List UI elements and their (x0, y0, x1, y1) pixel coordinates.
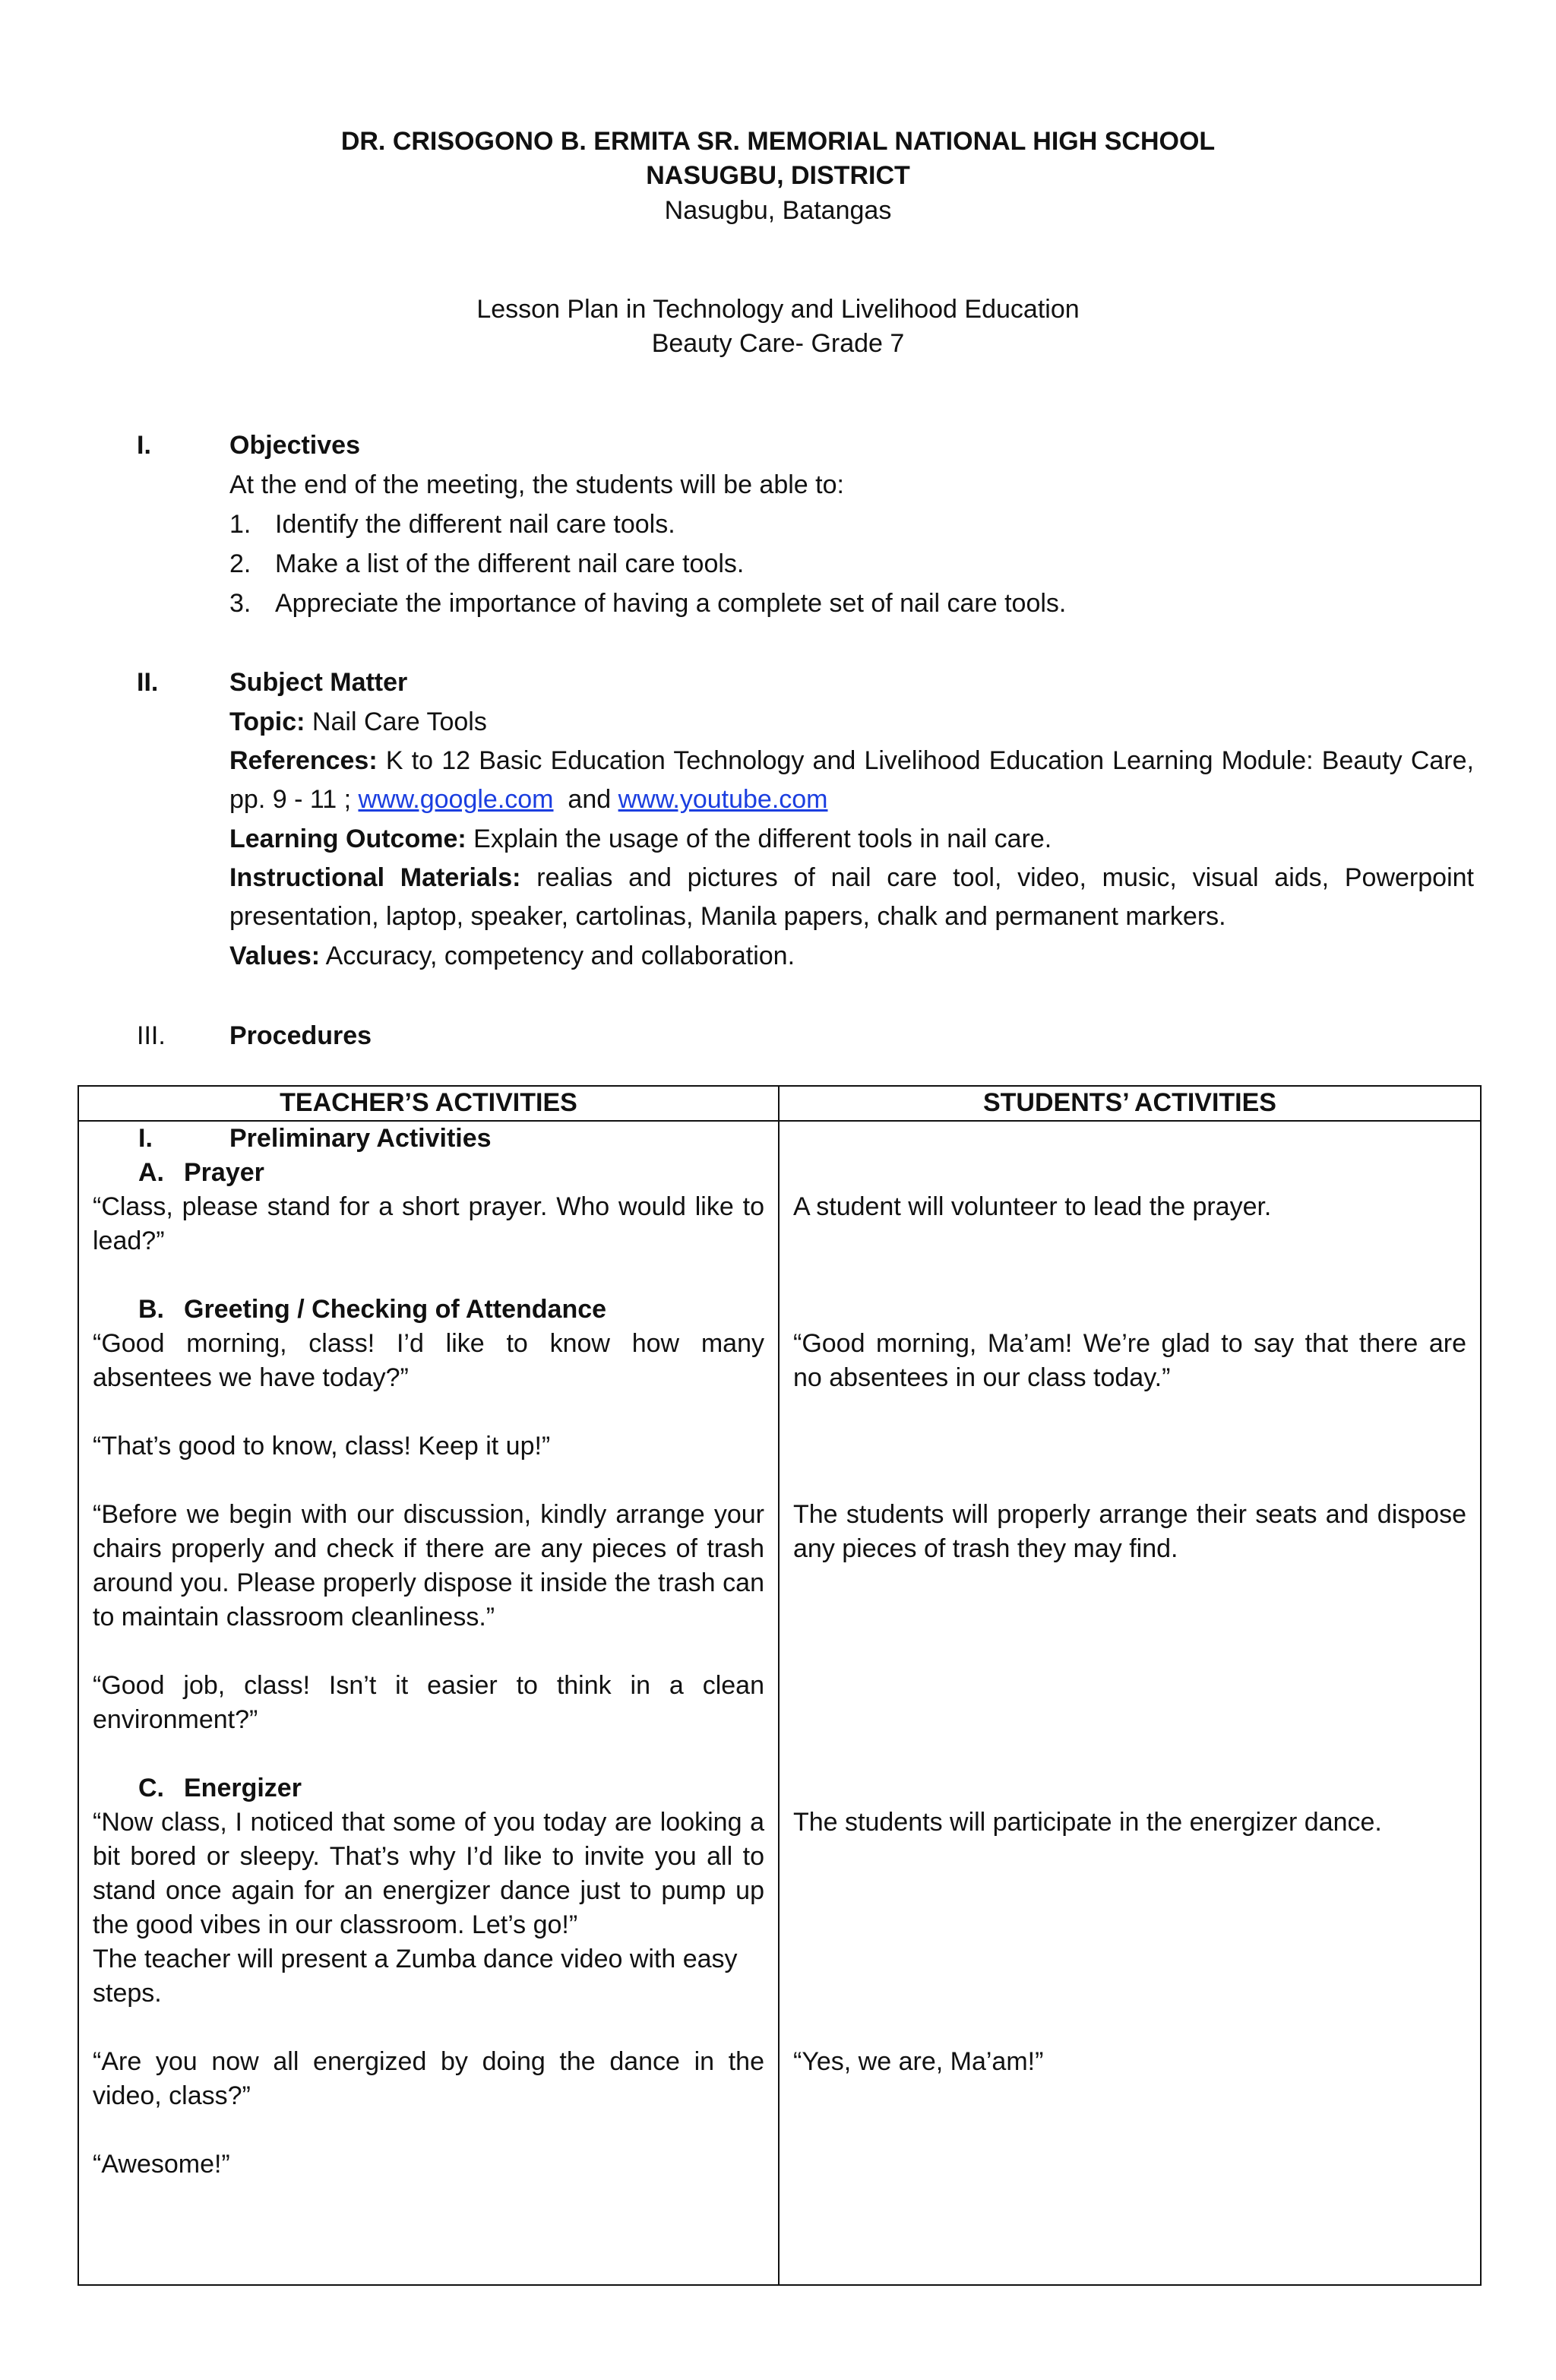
values-line: Values: Accuracy, competency and collaboration. (229, 942, 795, 970)
energizer-student-text: The students will participate in the energizer dance. (793, 1808, 1382, 1837)
good-job-text: “Good job, class! Isn’t it easier to think in a clean environment?” (93, 1671, 764, 1734)
district-name: NASUGBU, DISTRICT (646, 161, 910, 190)
students-activities-header: STUDENTS’ ACTIVITIES (779, 1086, 1481, 1121)
greeting-student-text: “Good morning, Ma’am! We’re glad to say that there are no absentees in our class today.” (793, 1329, 1466, 1392)
energized-question-text: “Are you now all energized by doing the dance in the video, class?” (93, 2047, 764, 2110)
subject-grade: Beauty Care- Grade 7 (651, 329, 905, 358)
topic-line: Topic: Nail Care Tools (229, 707, 487, 736)
table-row (78, 1121, 1481, 2285)
students-activities-cell (779, 1121, 1481, 2285)
lesson-plan-title: Lesson Plan in Technology and Livelihood Education (476, 295, 1080, 324)
subject-matter-numeral: II. (137, 668, 159, 697)
google-link[interactable]: www.google.com (358, 785, 554, 814)
teacher-activities-cell (78, 1121, 779, 2285)
objectives-intro: At the end of the meeting, the students will be able to: (229, 470, 844, 499)
objective-item: 1. Identify the different nail care tools. (229, 510, 675, 539)
prayer-teacher-text: “Class, please stand for a short prayer. Who would like to lead?” (93, 1192, 764, 1255)
energizer-teacher-text: “Now class, I noticed that some of you today are looking a bit bored or sleepy. That’s why I’d like to invite you all to stand once again for an energizer dance just to pump up the good vibes in our classroom. Let’s go!” (93, 1808, 764, 1939)
objectives-numeral: I. (137, 431, 151, 460)
prayer-heading: A. Prayer (138, 1158, 264, 1187)
objectives-heading: Objectives (229, 431, 360, 460)
objective-item: 3. Appreciate the importance of having a complete set of nail care tools. (229, 589, 1067, 618)
teacher-activities-header: TEACHER’S ACTIVITIES (78, 1086, 779, 1121)
school-location: Nasugbu, Batangas (664, 196, 892, 225)
procedures-table (77, 1085, 1482, 2286)
objective-item: 2. Make a list of the different nail care tools. (229, 549, 745, 578)
arrange-teacher-text: “Before we begin with our discussion, kindly arrange your chairs properly and check if there are any pieces of trash around you. Please properly dispose it inside the trash can to maintain classroom cleanliness.” (93, 1500, 764, 1632)
subject-matter-heading: Subject Matter (229, 668, 408, 697)
energizer-heading: C. Energizer (138, 1774, 302, 1802)
learning-outcome-line: Learning Outcome: Explain the usage of the different tools in nail care. (229, 824, 1052, 853)
references-line: References: K to 12 Basic Education Technology and Livelihood Education Learning Module: Beauty Care, pp. 9 - 11 ; www.google.com and www.youtube.com (229, 746, 1474, 814)
energizer-video-text: The teacher will present a Zumba dance video with easy steps. (93, 1945, 738, 2008)
procedures-numeral: III. (137, 1021, 166, 1050)
school-name: DR. CRISOGONO B. ERMITA SR. MEMORIAL NATIONAL HIGH SCHOOL (340, 127, 1216, 156)
prayer-student-text: A student will volunteer to lead the prayer. (793, 1192, 1272, 1221)
greeting-teacher-text: “Good morning, class! I’d like to know how many absentees we have today?” (93, 1329, 764, 1392)
arrange-student-text: The students will properly arrange their seats and dispose any pieces of trash they may find. (793, 1500, 1466, 1563)
greeting-heading: B. Greeting / Checking of Attendance (138, 1295, 607, 1324)
preliminary-activities-heading: I. Preliminary Activities (138, 1124, 492, 1153)
good-to-know-text: “That’s good to know, class! Keep it up!” (93, 1432, 551, 1461)
procedures-heading: Procedures (229, 1021, 372, 1050)
awesome-text: “Awesome!” (93, 2150, 230, 2179)
youtube-link[interactable]: www.youtube.com (618, 785, 828, 814)
table-header-row (78, 1086, 1481, 1121)
instructional-materials-line: Instructional Materials: realias and pictures of nail care tool, video, music, visual aids, Powerpoint presentation, laptop, speaker, cartolinas, Manila papers, chalk and permanent markers. (229, 863, 1474, 931)
energized-answer-text: “Yes, we are, Ma’am!” (793, 2047, 1044, 2076)
